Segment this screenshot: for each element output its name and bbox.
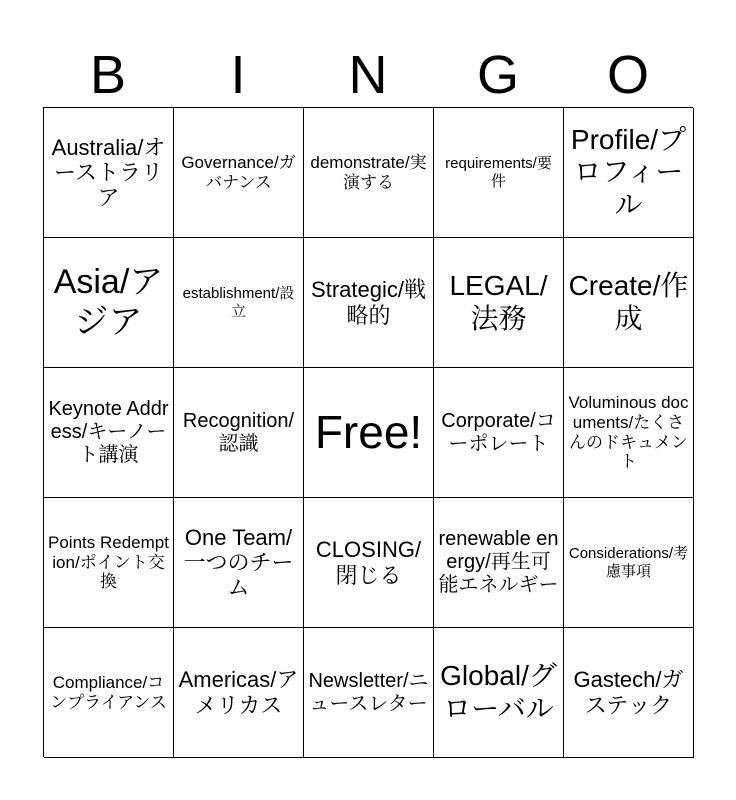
free-space: Free! <box>304 368 434 498</box>
bingo-cell-r1c1[interactable]: Australia/オーストラリア <box>44 108 174 238</box>
bingo-cell-r3c2[interactable]: Recognition/認識 <box>174 368 304 498</box>
bingo-cell-r2c3[interactable]: Strategic/戦略的 <box>304 238 434 368</box>
bingo-cell-r5c3[interactable]: Newsletter/ニュースレター <box>304 628 434 758</box>
bingo-cell-r5c2[interactable]: Americas/アメリカス <box>174 628 304 758</box>
bingo-cell-r2c4[interactable]: LEGAL/法務 <box>434 238 564 368</box>
bingo-cell-r4c3[interactable]: CLOSING/閉じる <box>304 498 434 628</box>
bingo-cell-r1c4[interactable]: requirements/要件 <box>434 108 564 238</box>
bingo-grid <box>43 107 693 757</box>
header-letter-b: B <box>89 45 127 105</box>
bingo-cell-r4c5[interactable]: Considerations/考慮事項 <box>564 498 694 628</box>
bingo-cell-r2c1[interactable]: Asia/アジア <box>44 238 174 368</box>
bingo-cell-r5c4[interactable]: Global/グローバル <box>434 628 564 758</box>
bingo-cell-r3c1[interactable]: Keynote Address/キーノート講演 <box>44 368 174 498</box>
bingo-cell-r5c5[interactable]: Gastech/ガステック <box>564 628 694 758</box>
bingo-header <box>43 44 693 106</box>
bingo-cell-r2c5[interactable]: Create/作成 <box>564 238 694 368</box>
header-letter-o: O <box>606 45 649 105</box>
bingo-cell-r3c4[interactable]: Corporate/コーポレート <box>434 368 564 498</box>
bingo-cell-r4c2[interactable]: One Team/一つのチーム <box>174 498 304 628</box>
bingo-cell-r3c5[interactable]: Voluminous documents/たくさんのドキュメント <box>564 368 694 498</box>
bingo-cell-r1c2[interactable]: Governance/ガバナンス <box>174 108 304 238</box>
header-letter-g: G <box>476 45 519 105</box>
bingo-cell-r2c2[interactable]: establishment/設立 <box>174 238 304 368</box>
header-letter-i: I <box>230 45 246 105</box>
bingo-cell-r1c3[interactable]: demonstrate/実演する <box>304 108 434 238</box>
bingo-cell-r5c1[interactable]: Compliance/コンプライアンス <box>44 628 174 758</box>
bingo-cell-r1c5[interactable]: Profile/プロフィール <box>564 108 694 238</box>
header-letter-n: N <box>348 45 388 105</box>
bingo-cell-r4c1[interactable]: Points Redemption/ポイント交換 <box>44 498 174 628</box>
bingo-cell-r4c4[interactable]: renewable energy/再生可能エネルギー <box>434 498 564 628</box>
